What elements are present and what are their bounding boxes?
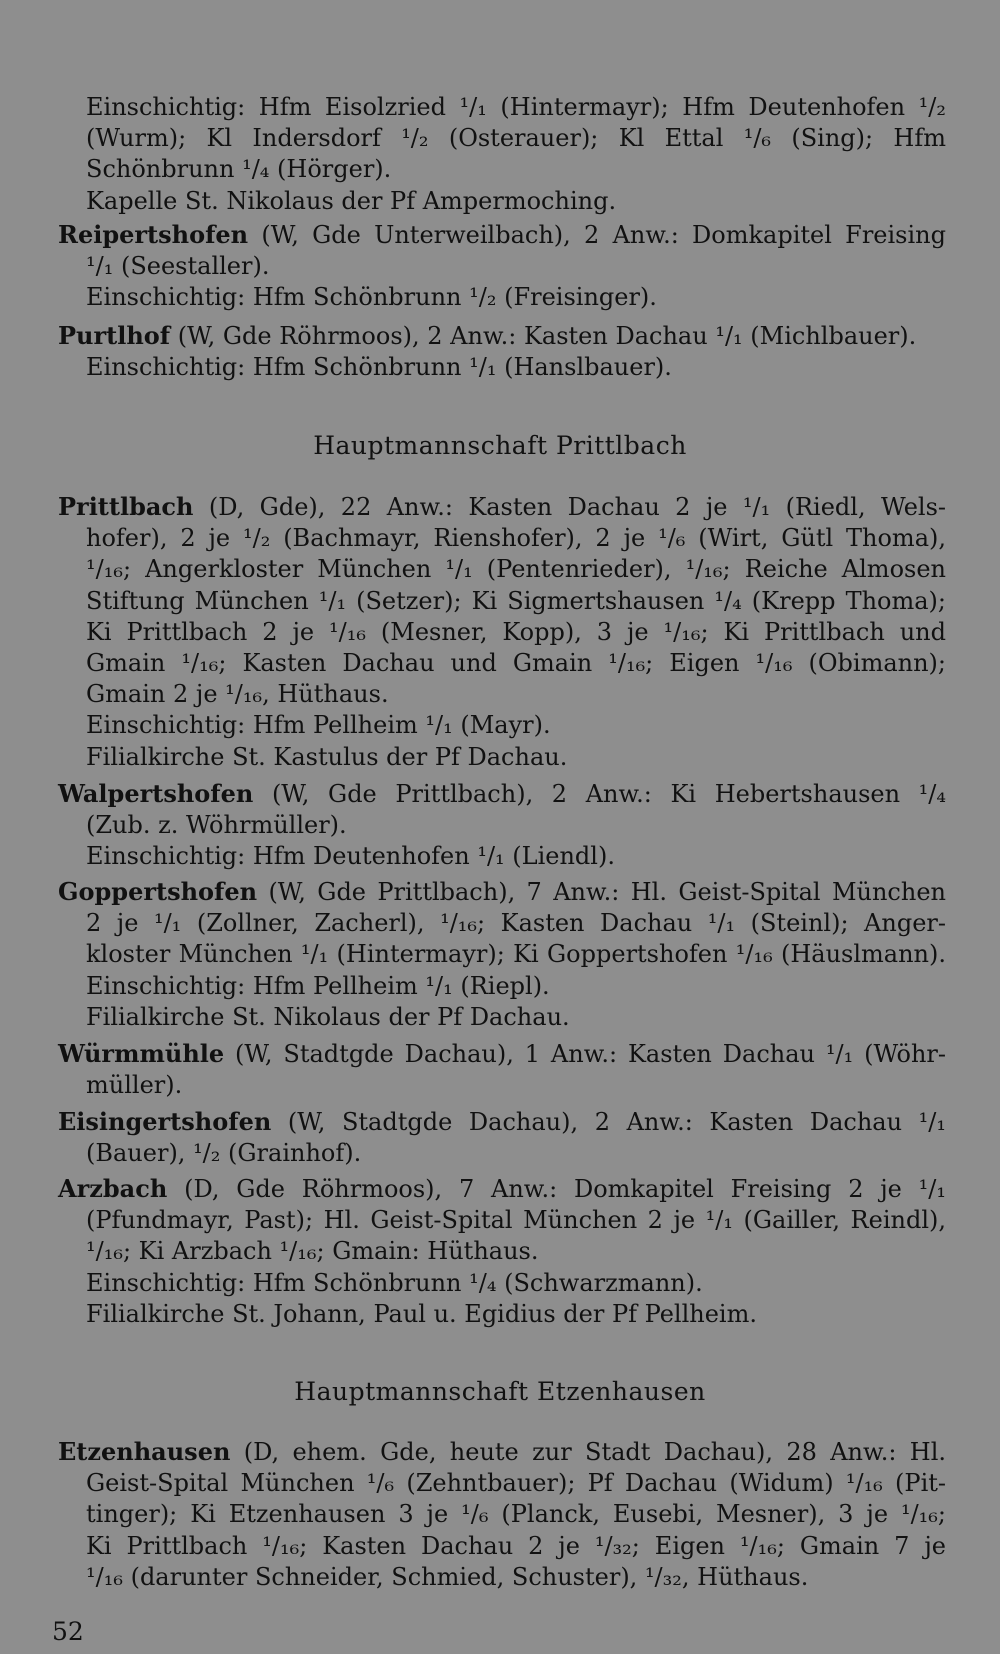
- text-segment: (D, Gde Röhrmoos), 7 Anw.: Domkapitel Freising 2 je ¹/₁: [167, 1175, 946, 1203]
- entry-reipertshofen: [58, 219, 946, 314]
- text-line: Einschichtig: Hfm Pellheim ¹/₁ (Riepl).: [86, 971, 550, 1000]
- entry-first-line: [58, 320, 946, 352]
- entry-first-line: [58, 1436, 946, 1468]
- entry-arzbach: [58, 1173, 946, 1330]
- page-number: 52: [52, 1617, 84, 1646]
- place-name: Goppertshofen: [58, 877, 258, 906]
- text-line: 2 je ¹/₁ (Zollner, Zacherl), ¹/₁₆; Kasten Dachau ¹/₁ (Steinl); Anger-: [86, 909, 946, 938]
- text-line: ¹/₁₆; Angerkloster München ¹/₁ (Pentenrieder), ¹/₁₆; Reiche Almosen: [86, 555, 946, 584]
- text-line: Ki Prittlbach ¹/₁₆; Kasten Dachau 2 je ¹/₃₂; Eigen ¹/₁₆; Gmain 7 je: [86, 1531, 946, 1560]
- text-line: (Zub. z. Wöhrmüller).: [86, 811, 347, 840]
- text-line: Einschichtig: Hfm Eisolzried ¹/₁ (Hintermayr); Hfm Deutenhofen ¹/₂: [86, 93, 946, 121]
- text-line: Einschichtig: Hfm Schönbrunn ¹/₂ (Freisinger).: [86, 283, 657, 312]
- text-line: hofer), 2 je ¹/₂ (Bachmayr, Rienshofer), 2 je ¹/₆ (Wirt, Gütl Thoma),: [86, 524, 946, 553]
- text-line: Filialkirche St. Johann, Paul u. Egidius der Pf Pellheim.: [86, 1299, 757, 1328]
- place-name: Würmmühle: [58, 1039, 225, 1068]
- text-line: ¹/₁₆ (darunter Schneider, Schmied, Schuster), ¹/₃₂, Hüthaus.: [86, 1562, 809, 1591]
- text-segment: (W, Gde Prittlbach), 2 Anw.: Ki Hebertshausen ¹/₄: [253, 780, 946, 808]
- section-heading-prittlbach: Hauptmannschaft Prittlbach: [313, 431, 687, 460]
- text-segment: (W, Gde Röhrmoos), 2 Anw.: Kasten Dachau ¹/₁ (Michlbauer).: [170, 322, 917, 350]
- text-line: ¹/₁ (Seestaller).: [86, 252, 270, 281]
- entry-first-line: [58, 491, 946, 523]
- place-name: Eisingertshofen: [58, 1107, 272, 1136]
- text-line: Stiftung München ¹/₁ (Setzer); Ki Sigmertshausen ¹/₄ (Krepp Thoma);: [86, 586, 946, 615]
- entry-first-line: [58, 1173, 946, 1205]
- entry-wuermmuehle: [58, 1038, 946, 1101]
- place-name: Prittlbach: [58, 492, 194, 521]
- text-line: Filialkirche St. Nikolaus der Pf Dachau.: [86, 1002, 570, 1031]
- entry-first-line: [58, 1106, 946, 1138]
- text-line: Filialkirche St. Kastulus der Pf Dachau.: [86, 742, 568, 771]
- text-line: Gmain 2 je ¹/₁₆, Hüthaus.: [86, 680, 389, 709]
- text-line: (Wurm); Kl Indersdorf ¹/₂ (Osterauer); Kl Ettal ¹/₆ (Sing); Hfm: [86, 124, 946, 153]
- entry-purtlhof: [58, 320, 946, 383]
- entry-eisingertshofen: [58, 1106, 946, 1169]
- text-segment: (W, Gde Unterweilbach), 2 Anw.: Domkapitel Freising: [248, 221, 946, 249]
- entry-first-line: [58, 876, 946, 908]
- text-segment: (W, Stadtgde Dachau), 1 Anw.: Kasten Dachau ¹/₁ (Wöhr-: [224, 1040, 946, 1068]
- text-line: Einschichtig: Hfm Pellheim ¹/₁ (Mayr).: [86, 711, 551, 740]
- text-segment: (W, Stadtgde Dachau), 2 Anw.: Kasten Dachau ¹/₁: [271, 1108, 946, 1136]
- text-line: tinger); Ki Etzenhausen 3 je ¹/₆ (Planck, Eusebi, Mesner), 3 je ¹/₁₆;: [86, 1500, 946, 1529]
- place-name: Walpertshofen: [58, 779, 254, 808]
- text-line: Einschichtig: Hfm Schönbrunn ¹/₄ (Schwarzmann).: [86, 1268, 703, 1297]
- place-name: Purtlhof: [58, 321, 171, 350]
- text-line: (Pfundmayr, Past); Hl. Geist-Spital München 2 je ¹/₁ (Gailler, Reindl),: [86, 1206, 946, 1235]
- text-line: Geist-Spital München ¹/₆ (Zehntbauer); Pf Dachau (Widum) ¹/₁₆ (Pit-: [86, 1469, 946, 1498]
- place-name: Reipertshofen: [58, 220, 249, 249]
- entry-goppertshofen: [58, 876, 946, 1033]
- text-line: Kapelle St. Nikolaus der Pf Ampermoching.: [86, 186, 617, 215]
- section-heading-etzenhausen: Hauptmannschaft Etzenhausen: [294, 1377, 706, 1406]
- text-line: müller).: [86, 1071, 183, 1100]
- entry-etzenhausen: [58, 1436, 946, 1593]
- entry-first-line: [58, 219, 946, 251]
- text-line: Ki Prittlbach 2 je ¹/₁₆ (Mesner, Kopp), 3 je ¹/₁₆; Ki Prittlbach und: [86, 617, 946, 646]
- entry-eisolzried-continuation: [58, 92, 946, 217]
- entry-first-line: [58, 1038, 946, 1070]
- text-segment: (D, ehem. Gde, heute zur Stadt Dachau), 28 Anw.: Hl.: [230, 1438, 946, 1466]
- text-line: Schönbrunn ¹/₄ (Hörger).: [86, 155, 392, 184]
- text-line: Einschichtig: Hfm Schönbrunn ¹/₁ (Hanslbauer).: [86, 353, 672, 382]
- place-name: Arzbach: [58, 1174, 168, 1203]
- text-segment: (D, Gde), 22 Anw.: Kasten Dachau 2 je ¹/₁ (Riedl, Wels-: [193, 493, 946, 521]
- entry-walpertshofen: [58, 778, 946, 873]
- place-name: Etzenhausen: [58, 1437, 231, 1466]
- text-segment: (W, Gde Prittlbach), 7 Anw.: Hl. Geist-Spital München: [257, 878, 946, 906]
- text-line: kloster München ¹/₁ (Hintermayr); Ki Goppertshofen ¹/₁₆ (Häuslmann).: [86, 940, 946, 969]
- text-line: Gmain ¹/₁₆; Kasten Dachau und Gmain ¹/₁₆; Eigen ¹/₁₆ (Obimann);: [86, 649, 946, 678]
- entry-prittlbach: [58, 491, 946, 773]
- text-line: ¹/₁₆; Ki Arzbach ¹/₁₆; Gmain: Hüthaus.: [86, 1237, 539, 1266]
- text-line: (Bauer), ¹/₂ (Grainhof).: [86, 1139, 362, 1168]
- entry-first-line: [58, 778, 946, 810]
- text-line: Einschichtig: Hfm Deutenhofen ¹/₁ (Liendl).: [86, 842, 615, 871]
